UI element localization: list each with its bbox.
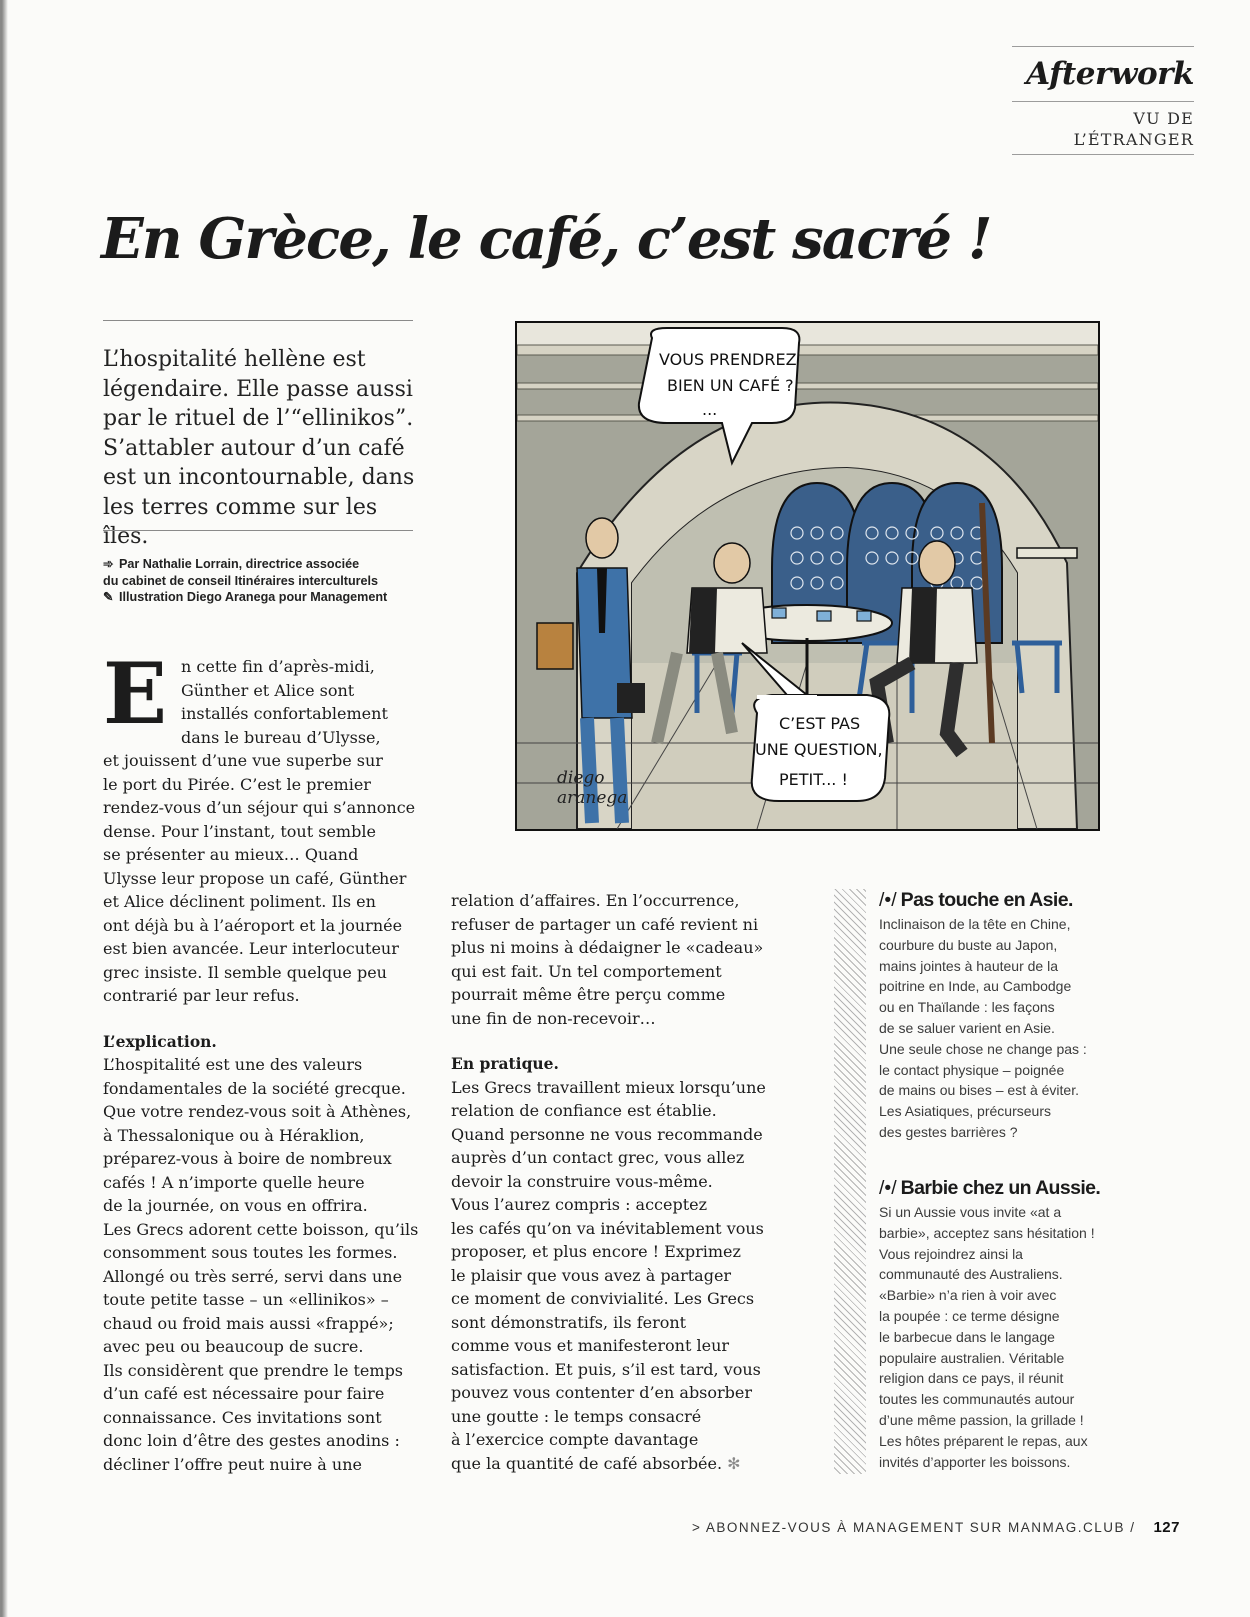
body-line: une fin de non-recevoir… — [451, 1008, 656, 1028]
body-line: Allongé ou très serré, servi dans une — [103, 1266, 403, 1286]
body-line: préparez-vous à boire de nombreux — [103, 1149, 392, 1168]
sidebar-title-aussie-text: Barbie chez un Aussie. — [900, 1177, 1101, 1199]
sidebar-line: «Barbie» n’a rien à voir avec — [879, 1287, 1057, 1304]
body-line: Ils considèrent que prendre le temps — [103, 1360, 404, 1380]
sidebar-line: ou en Thaïlande : les façons — [879, 999, 1055, 1016]
pencil-icon: ✎ — [103, 590, 114, 604]
body-line: contrarié par leur refus. — [103, 986, 300, 1005]
subheading-explication: L’explication. — [103, 1031, 217, 1051]
end-mark-icon: ✻ — [727, 1453, 741, 1473]
body-line: à l’exercice compte davantage — [451, 1430, 699, 1449]
body-line: le plaisir que vous avez à partager — [451, 1265, 732, 1285]
sidebar-line: poitrine en Inde, au Cambodge — [879, 978, 1072, 995]
body-line: dans le bureau d’Ulysse, — [181, 727, 381, 747]
body-line: cafés ! A n’importe quelle heure — [103, 1172, 365, 1192]
section-rule-bottom — [1012, 154, 1194, 155]
body-line: consomment sous toutes les formes. — [103, 1243, 398, 1262]
sidebar-block-aussie — [879, 1174, 1124, 1472]
body-line: installés confortablement — [181, 704, 388, 723]
sidebar-line: Les hôtes préparent le repas, aux — [879, 1432, 1088, 1449]
sidebar-line: Une seule chose ne change pas : — [879, 1040, 1087, 1057]
sidebar-line: Vous rejoindrez ainsi la — [879, 1245, 1023, 1262]
sidebar-line: le contact physique – poignée — [879, 1061, 1065, 1078]
body-line: ce moment de convivialité. Les Grecs — [451, 1289, 755, 1308]
body-line: se présenter au mieux… Quand — [103, 845, 359, 864]
bubble-top-line3: ... — [702, 400, 718, 419]
sidebar-line: populaire australien. Véritable — [879, 1349, 1065, 1366]
sidebar-line: des gestes barrières ? — [879, 1123, 1018, 1140]
bubble-bottom-line1: C’EST PAS — [779, 714, 861, 733]
body-line: à Thessalonique ou à Héraklion, — [103, 1125, 365, 1145]
intro-line: les terres comme sur les îles. — [103, 494, 378, 549]
sidebar-line: la poupée : ce terme désigne — [879, 1307, 1060, 1324]
body-line: Les Grecs adorent cette boisson, qu’ils — [103, 1219, 419, 1239]
marker-icon: /•/ — [879, 1177, 897, 1199]
sidebar-hatch — [834, 889, 866, 1474]
body-line: grec insiste. Il semble quelque peu — [103, 962, 387, 982]
bubble-top-line2: BIEN UN CAFÉ ? — [667, 376, 794, 395]
intro-line: S’attabler autour d’un café — [103, 435, 405, 461]
section-header — [1012, 46, 1194, 155]
page-number: 127 — [1153, 1519, 1180, 1536]
body-line: avec peu ou beaucoup de sucre. — [103, 1337, 364, 1356]
body-line: devoir la construire vous-même. — [451, 1171, 713, 1191]
sidebar-line: le barbecue dans le langage — [879, 1328, 1055, 1345]
article-column-1 — [103, 644, 423, 1476]
illustration-credit-text: Illustration Diego Aranega pour Management — [119, 590, 388, 604]
section-subtitle-line1: VU DE — [1133, 109, 1194, 128]
author-credit — [103, 556, 463, 573]
sidebar-line: de mains ou bises – est à éviter. — [879, 1082, 1079, 1099]
sidebar-line: mains jointes à hauteur de la — [879, 957, 1058, 974]
sidebar-text-asia — [879, 914, 1124, 1143]
body-line: Günther et Alice sont — [181, 680, 355, 700]
sidebar-line: courbure du buste au Japon, — [879, 936, 1058, 953]
page-title: En Grèce, le café, c’est sacré ! — [101, 206, 991, 272]
sidebar-block-asia — [879, 886, 1124, 1143]
body-line: et Alice déclinent poliment. Ils en — [103, 892, 376, 911]
bubble-bottom-line3: PETIT... ! — [779, 770, 848, 789]
intro-line: par le rituel de l’“ellinikos”. — [103, 406, 414, 431]
sidebar-title-asia-text: Pas touche en Asie. — [900, 889, 1073, 911]
last-body-line: que la quantité de café absorbée. — [451, 1453, 723, 1473]
body-line: d’un café est nécessaire pour faire — [103, 1384, 385, 1403]
body-line: satisfaction. Et puis, s’il est tard, vous — [451, 1359, 761, 1379]
cartoon-illustration — [515, 321, 1100, 831]
intro-rule-bottom — [103, 530, 413, 531]
intro-rule-top — [103, 320, 413, 321]
body-line: L’hospitalité est une des valeurs — [103, 1055, 363, 1074]
marker-icon: /•/ — [879, 889, 897, 911]
body-line: relation d’affaires. En l’occurrence, — [451, 891, 740, 910]
body-line: et jouissent d’une vue superbe sur — [103, 751, 383, 770]
body-line: Vous l’aurez compris : acceptez — [451, 1195, 708, 1214]
section-title: Afterwork — [1026, 56, 1194, 92]
body-line: plus ni moins à dédaigner le «cadeau» — [451, 938, 764, 957]
body-line: pouvez vous contenter d’en absorber — [451, 1383, 753, 1402]
body-line: Que votre rendez-vous soit à Athènes, — [103, 1102, 412, 1121]
sidebar-line: Les Asiatiques, précurseurs — [879, 1103, 1051, 1120]
binding-shadow — [0, 0, 8, 1617]
body-line: pourrait même être perçu comme — [451, 985, 726, 1004]
intro-line: est un incontournable, dans — [103, 465, 415, 490]
sidebar-line: d’une même passion, la grillade ! — [879, 1411, 1084, 1428]
body-line: les cafés qu’on va inévitablement vous — [451, 1218, 764, 1238]
cartoon-svg — [517, 323, 1098, 829]
sidebar-line: religion dans ce pays, il réunit — [879, 1370, 1064, 1387]
body-line: qui est fait. Un tel comportement — [451, 961, 722, 981]
section-rule-mid — [1012, 101, 1194, 102]
body-line: connaissance. Ces invitations sont — [103, 1407, 382, 1427]
credits — [103, 556, 463, 606]
arrow-icon: ➾ — [103, 557, 114, 571]
body-line: rendez-vous d’un séjour qui s’annonce — [103, 798, 416, 817]
body-line: auprès d’un contact grec, vous allez — [451, 1148, 745, 1167]
drop-cap: E — [103, 644, 168, 743]
sidebar-line: communauté des Australiens. — [879, 1266, 1063, 1283]
sidebar-line: toutes les communautés autour — [879, 1391, 1075, 1408]
body-line: n cette fin d’après-midi, — [181, 657, 375, 676]
bubble-top-line1: VOUS PRENDREZ — [659, 350, 797, 369]
bubble-bottom-line2: UNE QUESTION, — [755, 740, 883, 759]
article-column-2 — [451, 889, 771, 1475]
author-line2: du cabinet de conseil Itinéraires interculturels — [103, 573, 379, 588]
section-subtitle-line2: L’ÉTRANGER — [1073, 130, 1194, 149]
sidebar-title-aussie — [879, 1174, 1124, 1202]
sidebar-line: invités d’apporter les boissons. — [879, 1453, 1071, 1470]
sidebar-title-asia — [879, 886, 1124, 914]
body-line: est bien avancée. Leur interlocuteur — [103, 939, 399, 958]
sidebar-line: Inclinaison de la tête en Chine, — [879, 916, 1071, 932]
signature-line2: aranega — [557, 788, 628, 808]
author-line1: Par Nathalie Lorrain, directrice associée — [119, 557, 360, 571]
sidebar-text-aussie — [879, 1202, 1124, 1472]
sidebar-line: Si un Aussie vous invite «at a — [879, 1204, 1062, 1220]
body-line: Les Grecs travaillent mieux lorsqu’une — [451, 1077, 766, 1097]
body-line: refuser de partager un café revient ni — [451, 914, 759, 934]
sidebar-line: barbie», acceptez sans hésitation ! — [879, 1224, 1095, 1241]
intro-line: L’hospitalité hellène est — [103, 347, 366, 372]
body-line — [451, 1452, 771, 1476]
illustration-credit — [103, 589, 463, 606]
body-line: donc loin d’être des gestes anodins : — [103, 1431, 400, 1450]
intro-paragraph — [103, 345, 428, 552]
body-line: chaud ou froid mais aussi «frappé»; — [103, 1313, 394, 1333]
sidebar-line: de se saluer varient en Asie. — [879, 1019, 1055, 1036]
body-line: proposer, et plus encore ! Exprimez — [451, 1242, 741, 1261]
body-line: une goutte : le temps consacré — [451, 1406, 702, 1426]
body-line: fondamentales de la société grecque. — [103, 1078, 406, 1098]
body-line: le port du Pirée. C’est le premier — [103, 774, 371, 794]
body-line: comme vous et manifesteront leur — [451, 1336, 730, 1355]
body-line: ont déjà bu à l’aéroport et la journée — [103, 915, 403, 935]
subheading-pratique: En pratique. — [451, 1054, 559, 1073]
body-line: de la journée, on vous en offrira. — [103, 1196, 368, 1215]
signature-line1: diego — [557, 768, 605, 788]
body-line: décliner l’offre peut nuire à une — [103, 1454, 362, 1474]
subscribe-link[interactable]: > ABONNEZ-VOUS À MANAGEMENT SUR MANMAG.CLUB / — [692, 1520, 1136, 1535]
body-line: toute petite tasse – un «ellinikos» – — [103, 1290, 389, 1309]
body-line: dense. Pour l’instant, tout semble — [103, 821, 376, 841]
body-line: sont démonstratifs, ils feront — [451, 1312, 687, 1332]
page-footer — [640, 1519, 1180, 1536]
body-line: relation de confiance est établie. — [451, 1101, 717, 1120]
intro-line: légendaire. Elle passe aussi — [103, 376, 413, 402]
body-line: Ulysse leur propose un café, Günther — [103, 868, 407, 888]
body-line: Quand personne ne vous recommande — [451, 1124, 763, 1144]
